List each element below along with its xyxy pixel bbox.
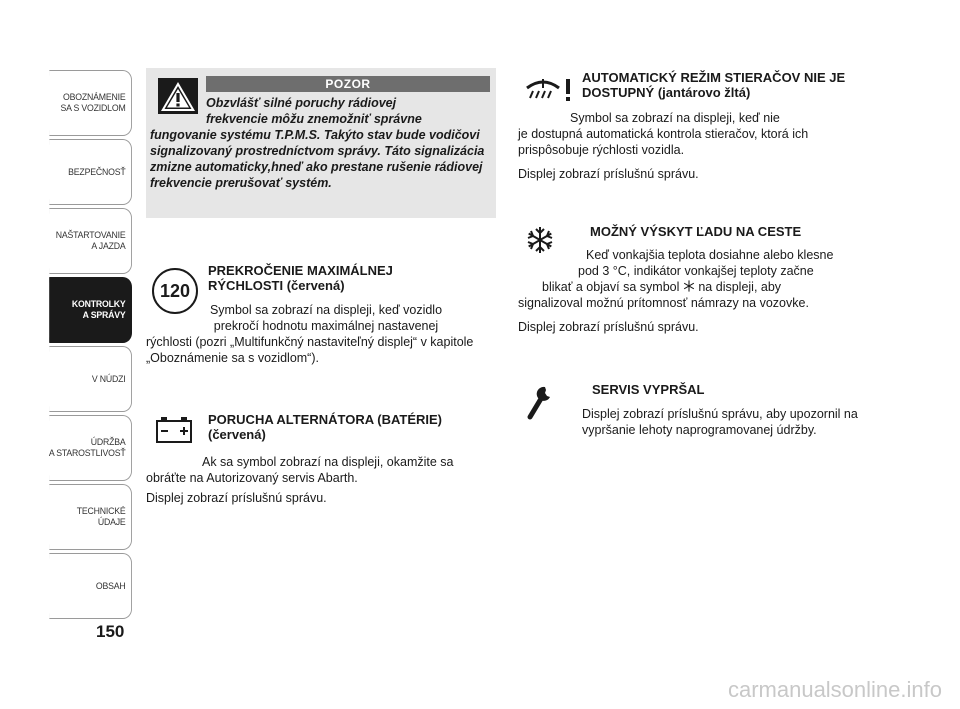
section-text: blikať a objaví sa symbol bbox=[542, 280, 680, 294]
tab-label-line: OBOZNÁMENIE bbox=[62, 92, 126, 103]
warning-line: Obzvlášť silné poruchy rádiovej bbox=[206, 96, 397, 110]
tab-label-line: V NÚDZI bbox=[91, 373, 126, 385]
snowflake-icon bbox=[683, 280, 695, 292]
section-text: je dostupná automatická kontrola stieračov, ktorá ich prispôsobuje rýchlosti vozidla. bbox=[518, 127, 809, 157]
section-text: signalizoval možnú prítomnosť námrazy na vozovke. bbox=[518, 296, 809, 310]
tab-label-line: A SPRÁVY bbox=[82, 310, 126, 321]
warning-body: fungovanie systému T.P.M.S. Takýto stav bude vodičovi signalizovaný prostredníctvom správy. Táto signalizácia zmizne automaticky,hneď ako prestane rušenie rádiovej frekvencie prerušovať systém. bbox=[150, 128, 485, 190]
section-text: pod 3 °C, indikátor vonkajšej teploty začne bbox=[578, 264, 814, 278]
section-text: Displej zobrazí príslušnú správu, aby upozornil na vypršanie lehoty naprogramovanej údržby. bbox=[582, 407, 858, 437]
speed-title bbox=[208, 263, 448, 293]
tab-bezpecnost[interactable] bbox=[49, 139, 132, 205]
tab-obsah[interactable] bbox=[49, 553, 132, 619]
tab-label-line: ÚDAJE bbox=[97, 517, 126, 528]
wipers-body bbox=[518, 110, 868, 182]
tab-kontrolky[interactable] bbox=[49, 277, 132, 343]
tab-label-line: KONTROLKY bbox=[71, 299, 126, 310]
page-number: 150 bbox=[96, 622, 125, 641]
section-title: SERVIS VYPRŠAL bbox=[592, 382, 705, 397]
section-text: rýchlosti (pozri „Multifunkčný nastaviteľný displej“ v kapitole „Oboznámenie sa s vozidlom“). bbox=[146, 335, 474, 365]
battery-icon bbox=[156, 417, 192, 443]
tab-label-line: BEZPEČNOSŤ bbox=[68, 166, 126, 178]
tab-technicke-udaje[interactable] bbox=[49, 484, 132, 550]
alternator-title bbox=[208, 412, 448, 442]
warning-line: frekvencie môžu znemožniť správne bbox=[206, 112, 422, 126]
tab-udrzba[interactable] bbox=[49, 415, 132, 481]
section-text: Symbol sa zobrazí na displeji, keď nie bbox=[570, 111, 780, 125]
tab-label-line: NAŠTARTOVANIE bbox=[55, 230, 126, 241]
service-body bbox=[582, 406, 882, 438]
section-title: AUTOMATICKÝ REŽIM STIERAČOV NIE JE DOSTUPNÝ (jantárovo žltá) bbox=[582, 70, 846, 100]
tab-label-line: ÚDRŽBA bbox=[90, 437, 126, 448]
section-text: Displej zobrazí príslušnú správu. bbox=[518, 320, 699, 334]
tab-label-line: SA S VOZIDLOM bbox=[60, 103, 126, 114]
speed-limit-icon: 120 bbox=[152, 268, 198, 314]
warning-box bbox=[146, 68, 496, 218]
section-text: Displej zobrazí príslušnú správu. bbox=[146, 491, 327, 505]
section-text: na displeji, aby bbox=[698, 280, 782, 294]
section-text: obráťte na Autorizovaný servis Abarth. bbox=[146, 471, 358, 485]
watermark: carmanualsonline.info bbox=[727, 677, 942, 702]
tab-label-line: A JAZDA bbox=[91, 241, 126, 252]
tab-label-line: OBSAH bbox=[95, 580, 126, 592]
section-text: Ak sa symbol zobrazí na displeji, okamžite sa bbox=[202, 455, 454, 469]
section-title: PORUCHA ALTERNÁTORA (BATÉRIE) (červená) bbox=[208, 412, 442, 442]
tab-nastartovanie[interactable] bbox=[49, 208, 132, 274]
section-text: Symbol sa zobrazí na displeji, keď vozidlo prekročí hodnotu maximálnej nastavenej bbox=[209, 303, 443, 333]
warning-label: POZOR bbox=[206, 76, 490, 92]
alternator-body bbox=[146, 454, 496, 506]
section-title: PREKROČENIE MAXIMÁLNEJ RÝCHLOSTI (červená) bbox=[208, 263, 393, 293]
warning-text bbox=[150, 95, 492, 191]
speed-body bbox=[146, 302, 496, 366]
ice-body bbox=[518, 247, 878, 335]
tab-label-line: TECHNICKÉ bbox=[76, 506, 126, 517]
tab-v-nudzi[interactable] bbox=[49, 346, 132, 412]
section-text: Displej zobrazí príslušnú správu. bbox=[518, 167, 699, 181]
wiper-rain-icon bbox=[525, 76, 577, 104]
service-title bbox=[592, 382, 882, 397]
tab-label-line: A STAROSTLIVOSŤ bbox=[48, 448, 126, 459]
section-title: MOŽNÝ VÝSKYT ĽADU NA CESTE bbox=[590, 224, 802, 239]
section-text: Keď vonkajšia teplota dosiahne alebo klesne bbox=[586, 248, 834, 262]
wipers-title bbox=[582, 70, 882, 100]
wrench-icon bbox=[526, 385, 552, 421]
tab-oboznamenie[interactable] bbox=[49, 70, 132, 136]
ice-title bbox=[590, 224, 880, 239]
